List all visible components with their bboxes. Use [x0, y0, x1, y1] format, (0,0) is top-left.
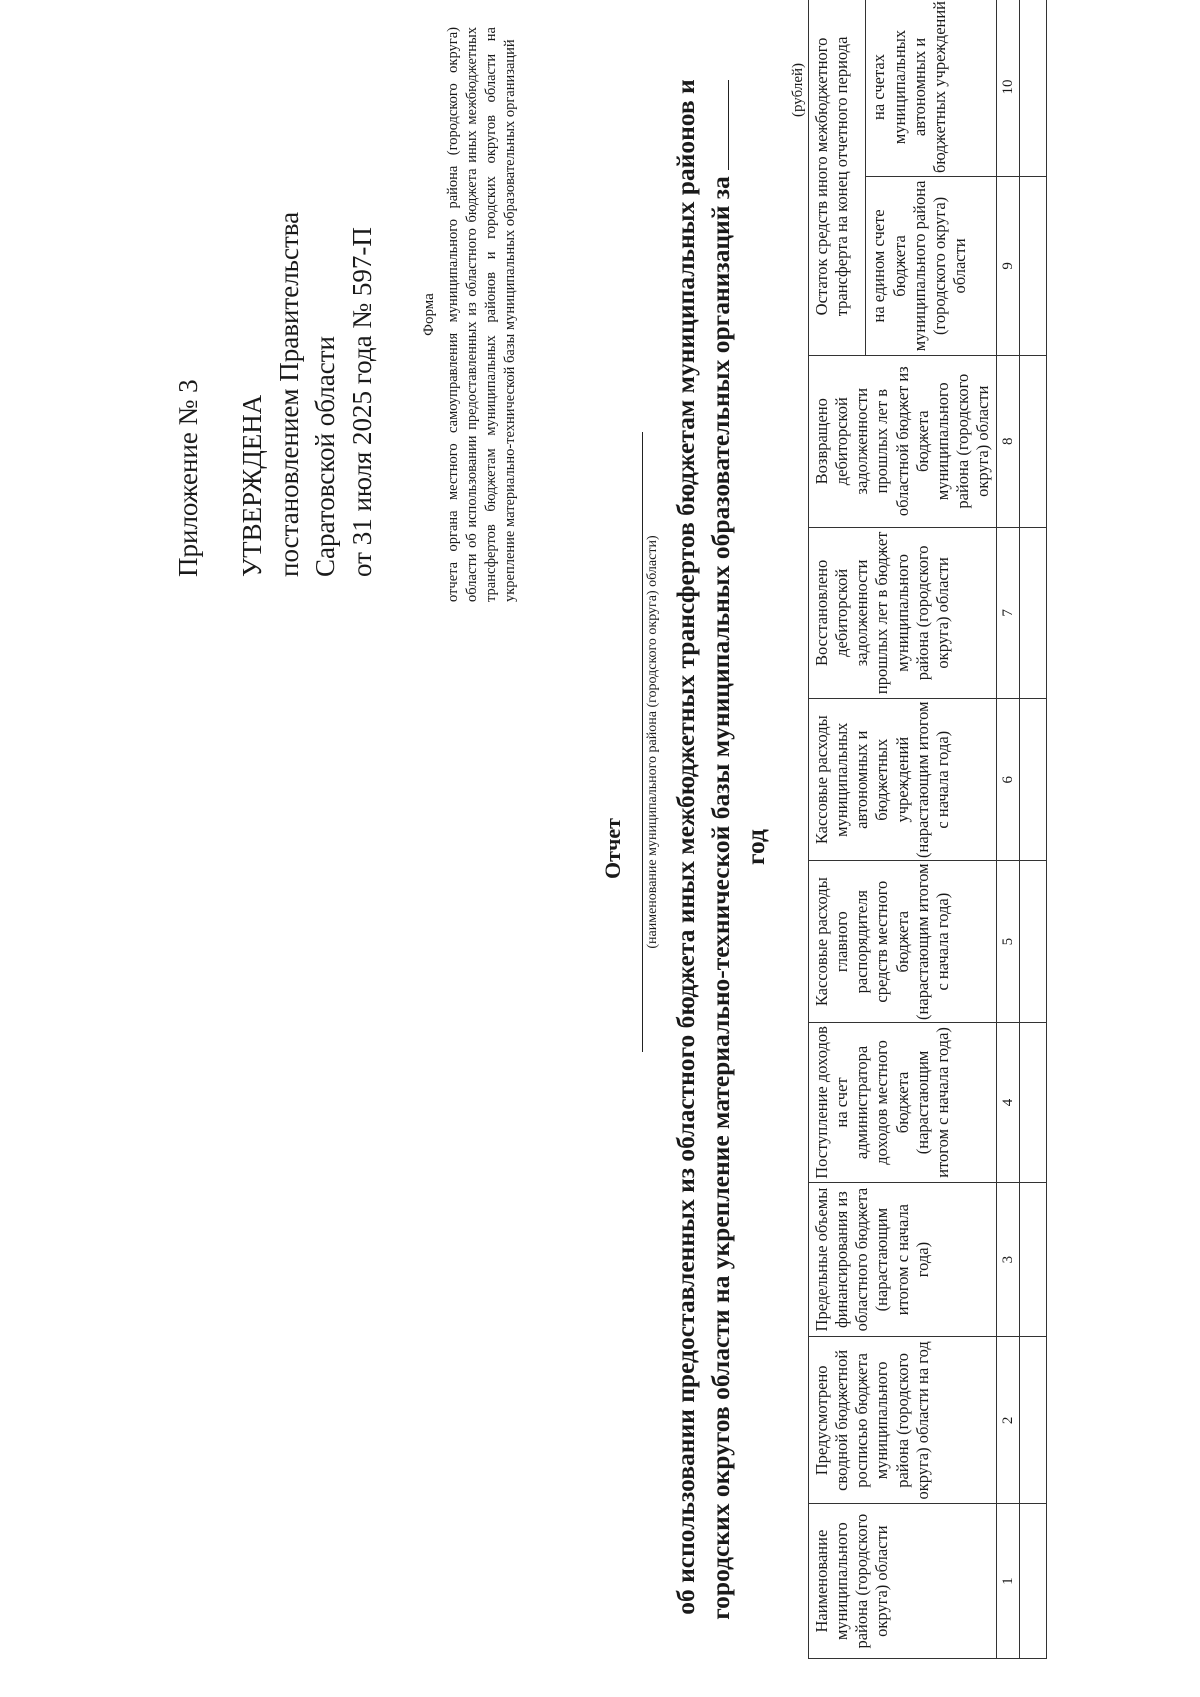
header-cell: Предусмотрено сводной бюджетной росписью бюджета муниципального района (городского округа) области на год	[809, 1337, 997, 1504]
year-blank	[704, 80, 729, 170]
header-cell: Предельные объемы финансирования из областного бюджета (нарастающим итогом с начала года)	[809, 1182, 997, 1337]
report-subject-text: об использовании предоставленных из областного бюджета иных межбюджетных трансфертов бюджетам муниципальных районов и городских округов области на укрепление материально-технической базы муниципальных образовательных организаций за	[671, 79, 736, 1620]
org-name-caption: (наименование муниципального района (городского округа) области)	[645, 535, 660, 949]
header-cell: Кассовые расходы муниципальных автономных и бюджетных учреждений (нарастающим итогом с начала года)	[809, 699, 997, 861]
subheader-cell: на едином счете бюджета муниципального района (городского округа) области	[866, 176, 997, 355]
table-row	[1020, 0, 1047, 1659]
column-number: 3	[997, 1182, 1020, 1337]
table-cell	[1020, 355, 1047, 527]
table-cell	[1020, 699, 1047, 861]
column-number: 5	[997, 861, 1020, 1023]
annex-number: Приложение № 3	[173, 379, 203, 577]
approved-by: постановлением Правительства	[273, 211, 304, 577]
approved-stamp: УТВЕРЖДЕНА	[237, 394, 268, 577]
table-cell	[1020, 1182, 1047, 1337]
form-description-block	[420, 27, 520, 602]
column-number: 10	[997, 0, 1020, 176]
header-cell: Восстановлено дебиторской задолженности прошлых лет в бюджет муниципального района (городского округа) области	[809, 527, 997, 699]
column-number: 7	[997, 527, 1020, 699]
form-description: отчета органа местного самоуправления муниципального района (городского округа) области об использовании предоставленных из областного бюджета иных межбюджетных трансфертов бюджетам муниципальных районов и городских округов области на укрепление материально-технической базы муниципальных образовательных организаций	[444, 27, 519, 602]
header-cell: Возвращено дебиторской задолженности прошлых лет в областной бюджет из бюджета муниципального района (городского округа) области	[809, 355, 997, 527]
column-number: 6	[997, 699, 1020, 861]
table-cell	[1020, 1023, 1047, 1183]
report-title: Отчет	[600, 818, 625, 879]
header-cell: Поступление доходов на счет администратора доходов местного бюджета (нарастающим итогом с начала года)	[809, 1023, 997, 1183]
table-cell	[1020, 0, 1047, 176]
report-table	[808, 0, 1047, 1659]
remainder-header-cell: Остаток средств иного межбюджетного трансферта на конец отчетного периода	[809, 0, 866, 355]
column-number: 4	[997, 1023, 1020, 1183]
column-number: 9	[997, 176, 1020, 355]
table-cell	[1020, 1337, 1047, 1504]
year-suffix: год	[741, 829, 771, 865]
table-cell	[1020, 527, 1047, 699]
column-number: 1	[997, 1504, 1020, 1659]
header-cell: Кассовые расходы главного распорядителя средств местного бюджета (нарастающим итогом с начала года)	[809, 861, 997, 1023]
form-label: Форма	[421, 293, 437, 336]
table-cell	[1020, 861, 1047, 1023]
column-number-row	[997, 0, 1020, 1659]
approved-region: Саратовской области	[310, 336, 341, 577]
column-number: 2	[997, 1337, 1020, 1504]
report-subject	[668, 57, 774, 1637]
table-cell	[1020, 176, 1047, 355]
table-header-row	[809, 0, 866, 1659]
header-cell: Наименование муниципального района (городского округа) области	[809, 1504, 997, 1659]
subheader-cell: на счетах муниципальных автономных и бюджетных учреждений	[866, 0, 997, 176]
unit-label: (рублей)	[790, 62, 806, 117]
approved-date: от 31 июля 2025 года № 597-П	[346, 227, 377, 577]
approval-block	[170, 57, 380, 577]
table-cell	[1020, 1504, 1047, 1659]
column-number: 8	[997, 355, 1020, 527]
org-name-line	[642, 432, 643, 1052]
